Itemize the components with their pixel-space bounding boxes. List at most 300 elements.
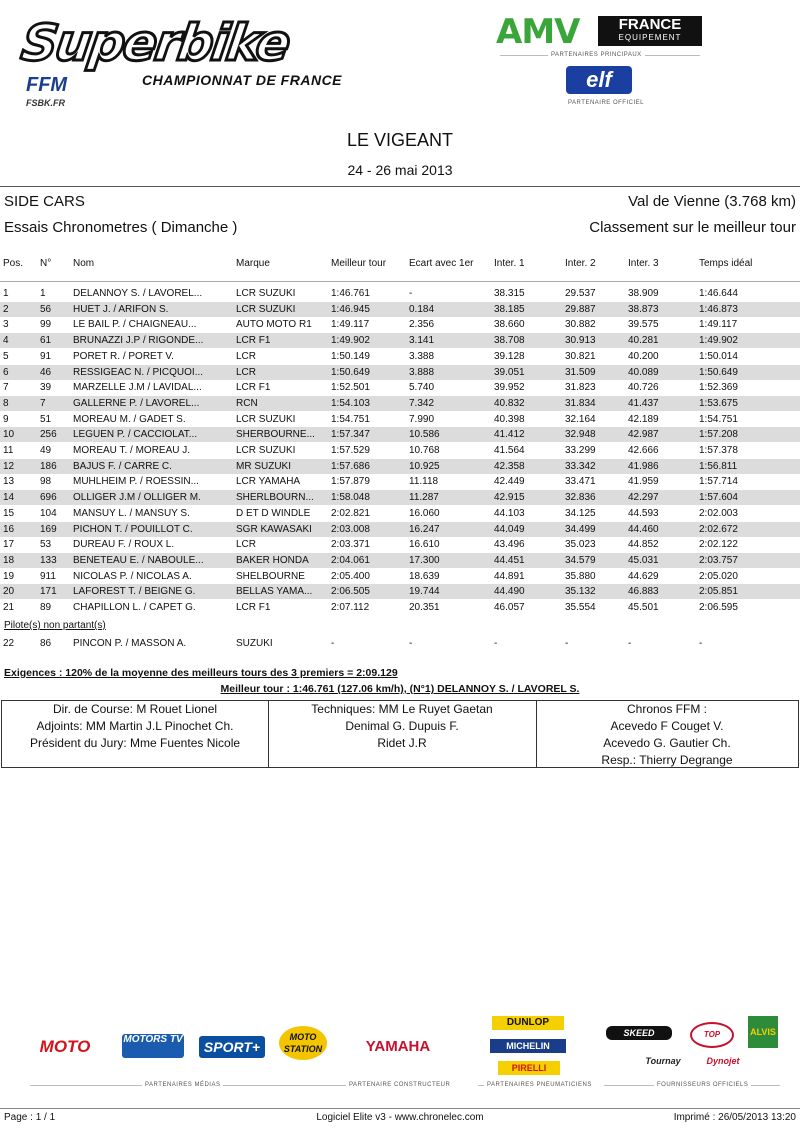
cell-i1: 44.891 bbox=[494, 570, 525, 582]
cell-i1: 40.398 bbox=[494, 413, 525, 425]
cell-ideal: 2:02.003 bbox=[699, 507, 738, 519]
cell-i3: 42.666 bbox=[628, 445, 659, 456]
cell-ideal: 1:57.714 bbox=[699, 476, 738, 488]
table-row bbox=[0, 286, 800, 301]
cell-brand: SGR KAWASAKI bbox=[236, 523, 312, 535]
col-header-best: Meilleur tour bbox=[331, 258, 387, 269]
cell-name: BAJUS F. / CARRE C. bbox=[73, 460, 172, 472]
cell-best: 1:57.529 bbox=[331, 445, 370, 456]
cell-i2: 35.132 bbox=[565, 586, 596, 598]
cell-i3: 41.986 bbox=[628, 460, 659, 472]
cell-i1: 41.412 bbox=[494, 429, 525, 441]
table-row bbox=[0, 317, 800, 332]
cell-name: CHAPILLON L. / CAPET G. bbox=[73, 602, 196, 613]
cell-num: 169 bbox=[40, 523, 57, 535]
col-header-ideal: Temps idéal bbox=[699, 258, 753, 269]
cell-pos: 20 bbox=[3, 586, 15, 598]
session-label: Essais Chronometres ( Dimanche ) bbox=[4, 219, 238, 236]
yamaha-logo: YAMAHA bbox=[365, 1038, 431, 1055]
cell-gap: 7.990 bbox=[409, 413, 435, 425]
cell-i1: 44.103 bbox=[494, 507, 525, 519]
cell-i2: 33.299 bbox=[565, 445, 596, 456]
france-equipement-logo bbox=[598, 16, 702, 46]
cell-gap: 7.342 bbox=[409, 397, 435, 409]
cell-brand: LCR bbox=[236, 366, 257, 378]
cell-ideal: - bbox=[699, 638, 703, 649]
cell-num: 256 bbox=[40, 429, 57, 441]
table-row bbox=[0, 302, 800, 317]
cell-pos: 3 bbox=[3, 319, 9, 331]
cell-num: 133 bbox=[40, 554, 57, 566]
table-row bbox=[0, 584, 800, 599]
cell-num: 99 bbox=[40, 319, 52, 331]
cell-name: GALLERNE P. / LAVOREL... bbox=[73, 397, 200, 409]
cell-i1: 38.660 bbox=[494, 319, 525, 331]
cell-ideal: 1:54.751 bbox=[699, 413, 738, 425]
table-header-divider bbox=[0, 281, 800, 282]
cell-i2: 33.471 bbox=[565, 476, 596, 488]
cell-pos: 10 bbox=[3, 429, 15, 441]
cell-i1: 46.057 bbox=[494, 602, 525, 613]
cell-i3: 41.437 bbox=[628, 397, 659, 409]
cell-brand: LCR SUZUKI bbox=[236, 413, 296, 425]
ffm-logo-text: FFM bbox=[26, 74, 68, 96]
footer-divider bbox=[0, 1108, 800, 1109]
cell-brand: MR SUZUKI bbox=[236, 460, 291, 472]
official-line: Techniques: MM Le Ruyet Gaetan bbox=[311, 702, 493, 716]
cell-pos: 11 bbox=[3, 445, 14, 456]
cell-i3: 38.909 bbox=[628, 288, 659, 299]
cell-num: 86 bbox=[40, 638, 52, 649]
table-row bbox=[0, 553, 800, 568]
superbike-logo-subtitle: CHAMPIONNAT DE FRANCE bbox=[142, 72, 343, 88]
cell-num: 104 bbox=[40, 507, 57, 519]
event-dates: 24 - 26 mai 2013 bbox=[347, 162, 453, 178]
cell-pos: 4 bbox=[3, 335, 9, 347]
cell-i2: 30.882 bbox=[565, 319, 596, 331]
official-line: Resp.: Thierry Degrange bbox=[601, 753, 733, 767]
cell-pos: 2 bbox=[3, 303, 9, 315]
cell-best: 1:52.501 bbox=[331, 382, 370, 394]
cell-i2: 31.509 bbox=[565, 366, 596, 378]
table-row bbox=[0, 333, 800, 348]
cell-name: MOREAU M. / GADET S. bbox=[73, 413, 186, 425]
event-title: LE VIGEANT bbox=[346, 130, 454, 150]
officials-box bbox=[1, 700, 799, 768]
col-header-name: Nom bbox=[73, 258, 95, 269]
cell-i3: 42.189 bbox=[628, 413, 659, 425]
cell-brand: AUTO MOTO R1 bbox=[236, 319, 312, 331]
cell-i1: 38.315 bbox=[494, 288, 525, 299]
cell-brand: SUZUKI bbox=[236, 638, 273, 649]
cell-brand: D ET D WINDLE bbox=[236, 507, 311, 519]
sport-plus-logo: SPORT+ bbox=[199, 1036, 265, 1058]
cell-best: 2:06.505 bbox=[331, 586, 370, 598]
superbike-logo-word: Superbike bbox=[17, 14, 293, 72]
cell-i1: 42.449 bbox=[494, 476, 525, 488]
cell-pos: 6 bbox=[3, 366, 9, 378]
page-number: Page : 1 / 1 bbox=[4, 1112, 56, 1123]
cell-i1: 38.708 bbox=[494, 335, 525, 347]
ffm-logo bbox=[26, 74, 94, 110]
official-line: Dir. de Course: M Rouet Lionel bbox=[52, 702, 218, 716]
ranking-label: Classement sur le meilleur tour bbox=[589, 219, 796, 236]
cell-i2: 34.579 bbox=[565, 554, 596, 566]
cell-num: 56 bbox=[40, 303, 52, 315]
cell-best: - bbox=[331, 638, 335, 649]
cell-best: 1:57.686 bbox=[331, 460, 370, 472]
cell-i3: 40.726 bbox=[628, 382, 659, 394]
cell-ideal: 1:52.369 bbox=[699, 382, 738, 394]
cell-i1: 41.564 bbox=[494, 445, 525, 456]
pirelli-logo: PIRELLI bbox=[498, 1061, 560, 1075]
elf-logo: elf bbox=[566, 66, 632, 94]
table-row bbox=[0, 600, 800, 615]
cell-best: 1:57.347 bbox=[331, 429, 370, 441]
moto-station-logo: MOTO STATION bbox=[279, 1026, 327, 1060]
cell-i2: 29.887 bbox=[565, 303, 596, 315]
motors-tv-logo: MOTORS TV bbox=[122, 1034, 184, 1058]
cell-gap: 16.610 bbox=[409, 539, 440, 551]
suppliers-label: FOURNISSEURS OFFICIELS bbox=[654, 1082, 751, 1088]
col-header-inter2: Inter. 2 bbox=[565, 258, 596, 269]
cell-i3: 46.883 bbox=[628, 586, 659, 598]
cell-i2: 33.342 bbox=[565, 460, 596, 472]
cell-num: 46 bbox=[40, 366, 52, 378]
cell-brand: LCR F1 bbox=[236, 335, 271, 347]
cell-name: BENETEAU E. / NABOULE... bbox=[73, 554, 204, 566]
cell-name: DUREAU F. / ROUX L. bbox=[73, 539, 175, 551]
cell-i2: 30.821 bbox=[565, 350, 596, 362]
cell-gap: 3.388 bbox=[409, 350, 435, 362]
cell-pos: 8 bbox=[3, 397, 9, 409]
cell-ideal: 2:05.851 bbox=[699, 586, 738, 598]
cell-ideal: 1:57.378 bbox=[699, 445, 738, 456]
cell-best: 1:54.103 bbox=[331, 397, 370, 409]
table-row bbox=[0, 412, 800, 427]
cell-i2: 32.948 bbox=[565, 429, 596, 441]
dynojet-logo: Dynojet bbox=[706, 1056, 740, 1066]
cell-brand: SHERBOURNE... bbox=[236, 429, 315, 441]
cell-name: OLLIGER J.M / OLLIGER M. bbox=[73, 492, 201, 504]
tyres-partners-label: PARTENAIRES PNEUMATICIENS bbox=[484, 1082, 595, 1088]
michelin-logo: MICHELIN bbox=[490, 1039, 566, 1053]
cell-pos: 5 bbox=[3, 350, 9, 362]
cell-ideal: 1:50.649 bbox=[699, 366, 738, 378]
cell-brand: LCR bbox=[236, 539, 257, 551]
cell-i3: 44.593 bbox=[628, 507, 659, 519]
cell-i3: 42.297 bbox=[628, 492, 659, 504]
table-row bbox=[0, 569, 800, 584]
cell-ideal: 1:46.644 bbox=[699, 288, 738, 299]
cell-best: 1:50.149 bbox=[331, 350, 370, 362]
cell-best: 2:04.061 bbox=[331, 554, 370, 566]
cell-name: LEGUEN P. / CACCIOLAT... bbox=[73, 429, 198, 441]
cell-brand: LCR F1 bbox=[236, 382, 271, 394]
cell-brand: LCR F1 bbox=[236, 602, 271, 613]
cell-pos: 21 bbox=[3, 602, 15, 613]
cell-gap: 17.300 bbox=[409, 554, 440, 566]
cell-best: 2:07.112 bbox=[331, 602, 370, 613]
track-label: Val de Vienne (3.768 km) bbox=[628, 193, 796, 210]
cell-best: 1:49.117 bbox=[331, 319, 370, 331]
cell-ideal: 1:49.902 bbox=[699, 335, 738, 347]
alvis-logo: ALVIS bbox=[748, 1016, 778, 1048]
official-line: Chronos FFM : bbox=[626, 702, 707, 716]
cell-num: 98 bbox=[40, 476, 52, 488]
best-lap-note: Meilleur tour : 1:46.761 (127.06 km/h), (N°1) DELANNOY S. / LAVOREL S. bbox=[220, 683, 580, 695]
tournay-logo: Tournay bbox=[645, 1056, 681, 1066]
cell-num: 91 bbox=[40, 350, 52, 362]
cell-i2: 32.836 bbox=[565, 492, 596, 504]
cell-num: 7 bbox=[40, 397, 46, 409]
category-label: SIDE CARS bbox=[4, 193, 85, 210]
cell-i1: 39.128 bbox=[494, 350, 525, 362]
officials-technical bbox=[268, 701, 537, 767]
cell-pos: 15 bbox=[3, 507, 15, 519]
cell-name: LE BAIL P. / CHAIGNEAU... bbox=[73, 319, 197, 331]
cell-pos: 16 bbox=[3, 523, 15, 535]
cell-gap: 5.740 bbox=[409, 382, 435, 394]
cell-i2: 35.554 bbox=[565, 602, 596, 613]
cell-num: 53 bbox=[40, 539, 52, 551]
cell-i2: 31.834 bbox=[565, 397, 596, 409]
table-row bbox=[0, 380, 800, 395]
cell-i2: 35.880 bbox=[565, 570, 596, 582]
cell-name: MUHLHEIM P. / ROESSIN... bbox=[73, 476, 199, 488]
cell-ideal: 2:02.122 bbox=[699, 539, 738, 551]
cell-gap: 3.888 bbox=[409, 366, 435, 378]
software-credit: Logiciel Elite v3 - www.chronelec.com bbox=[316, 1112, 484, 1123]
cell-ideal: 1:56.811 bbox=[699, 460, 738, 472]
col-header-num: N° bbox=[40, 258, 52, 269]
cell-i3: 42.987 bbox=[628, 429, 659, 441]
cell-ideal: 1:50.014 bbox=[699, 350, 738, 362]
builder-partner-label: PARTENAIRE CONSTRUCTEUR bbox=[346, 1082, 453, 1088]
france-equipement-line2: EQUIPEMENT bbox=[618, 33, 682, 42]
cell-i2: 29.537 bbox=[565, 288, 596, 299]
table-row bbox=[0, 506, 800, 521]
table-row bbox=[0, 427, 800, 442]
cell-pos: 14 bbox=[3, 492, 15, 504]
official-line: Acevedo F Couget V. bbox=[610, 719, 724, 733]
cell-pos: 7 bbox=[3, 382, 9, 394]
cell-i2: 34.499 bbox=[565, 523, 596, 535]
cell-i3: 38.873 bbox=[628, 303, 659, 315]
cell-best: 2:02.821 bbox=[331, 507, 370, 519]
cell-num: 1 bbox=[40, 288, 46, 299]
skeed-logo: SKEED bbox=[606, 1026, 672, 1040]
dunlop-logo: DUNLOP bbox=[492, 1016, 564, 1030]
col-header-pos: Pos. bbox=[3, 258, 24, 269]
cell-best: 2:03.371 bbox=[331, 539, 370, 551]
cell-gap: 11.118 bbox=[409, 476, 439, 488]
cell-ideal: 1:53.675 bbox=[699, 397, 738, 409]
fsbk-logo-text: FSBK.FR bbox=[26, 98, 65, 108]
cell-brand: LCR SUZUKI bbox=[236, 288, 296, 299]
cell-best: 1:54.751 bbox=[331, 413, 370, 425]
table-row bbox=[0, 537, 800, 552]
cell-i3: 44.629 bbox=[628, 570, 659, 582]
non-starters-title: Pilote(s) non partant(s) bbox=[4, 620, 106, 631]
cell-pos: 17 bbox=[3, 539, 15, 551]
cell-gap: 10.586 bbox=[409, 429, 440, 441]
partner-official-label: PARTENAIRE OFFICIEL bbox=[568, 100, 644, 106]
cell-i1: 44.049 bbox=[494, 523, 525, 535]
cell-gap: 16.060 bbox=[409, 507, 440, 519]
cell-name: PORET R. / PORET V. bbox=[73, 350, 174, 362]
cell-i3: 41.959 bbox=[628, 476, 659, 488]
cell-name: MARZELLE J.M / LAVIDAL... bbox=[73, 382, 202, 394]
official-line: Adjoints: MM Martin J.L Pinochet Ch. bbox=[36, 719, 234, 733]
official-line: Président du Jury: Mme Fuentes Nicole bbox=[29, 736, 241, 750]
cell-i3: 40.281 bbox=[628, 335, 659, 347]
cell-num: 89 bbox=[40, 602, 52, 613]
cell-gap: 18.639 bbox=[409, 570, 440, 582]
cell-name: LAFOREST T. / BEIGNE G. bbox=[73, 586, 196, 598]
cell-i1: 40.832 bbox=[494, 397, 525, 409]
cell-pos: 19 bbox=[3, 570, 15, 582]
cell-name: NICOLAS P. / NICOLAS A. bbox=[73, 570, 192, 582]
cell-ideal: 1:49.117 bbox=[699, 319, 738, 331]
cell-num: 696 bbox=[40, 492, 57, 504]
cell-brand: RCN bbox=[236, 397, 258, 409]
cell-i3: 45.501 bbox=[628, 602, 659, 613]
cell-brand: LCR bbox=[236, 350, 257, 362]
cell-name: DELANNOY S. / LAVOREL... bbox=[73, 288, 203, 299]
table-row bbox=[0, 636, 800, 651]
cell-i3: 45.031 bbox=[628, 554, 659, 566]
cell-pos: 9 bbox=[3, 413, 9, 425]
cell-best: 1:49.902 bbox=[331, 335, 370, 347]
france-equipement-line1: FRANCE bbox=[618, 16, 682, 33]
table-row bbox=[0, 396, 800, 411]
cell-num: 186 bbox=[40, 460, 57, 472]
col-header-brand: Marque bbox=[236, 258, 270, 269]
table-row bbox=[0, 522, 800, 537]
cell-gap: 2.356 bbox=[409, 319, 435, 331]
cell-ideal: 1:46.873 bbox=[699, 303, 738, 315]
officials-timing bbox=[536, 701, 798, 767]
table-row bbox=[0, 490, 800, 505]
cell-i2: 34.125 bbox=[565, 507, 596, 519]
cell-gap: 16.247 bbox=[409, 523, 440, 535]
cell-best: 1:58.048 bbox=[331, 492, 370, 504]
cell-i3: 40.200 bbox=[628, 350, 659, 362]
table-row bbox=[0, 365, 800, 380]
round-sponsor-logo: TOP bbox=[690, 1022, 734, 1048]
cell-brand: LCR SUZUKI bbox=[236, 303, 296, 315]
cell-i3: 40.089 bbox=[628, 366, 659, 378]
table-row bbox=[0, 474, 800, 489]
cell-i2: 32.164 bbox=[565, 413, 596, 425]
cell-i1: - bbox=[494, 638, 498, 649]
print-date: Imprimé : 26/05/2013 13:20 bbox=[673, 1112, 796, 1123]
table-row bbox=[0, 459, 800, 474]
cell-i1: 38.185 bbox=[494, 303, 525, 315]
top-divider bbox=[0, 186, 800, 187]
cell-pos: 18 bbox=[3, 554, 15, 566]
cell-i1: 44.490 bbox=[494, 586, 525, 598]
cell-name: PICHON T. / POUILLOT C. bbox=[73, 523, 193, 535]
cell-ideal: 1:57.604 bbox=[699, 492, 738, 504]
cell-gap: 3.141 bbox=[409, 335, 435, 347]
cell-num: 49 bbox=[40, 445, 52, 456]
officials-direction bbox=[2, 701, 269, 767]
amv-logo: AMV bbox=[496, 12, 580, 52]
cell-i3: - bbox=[628, 638, 632, 649]
cell-name: BRUNAZZI J.P / RIGONDE... bbox=[73, 335, 204, 347]
cell-i1: 42.358 bbox=[494, 460, 525, 472]
cell-i3: 44.852 bbox=[628, 539, 659, 551]
cell-ideal: 2:02.672 bbox=[699, 523, 738, 535]
cell-ideal: 2:06.595 bbox=[699, 602, 738, 613]
cell-brand: LCR SUZUKI bbox=[236, 445, 296, 456]
cell-num: 171 bbox=[40, 586, 57, 598]
cell-i1: 44.451 bbox=[494, 554, 525, 566]
cell-gap: - bbox=[409, 288, 413, 299]
cell-best: 1:46.761 bbox=[331, 288, 370, 299]
cell-i2: 35.023 bbox=[565, 539, 596, 551]
cell-pos: 1 bbox=[3, 288, 9, 299]
table-row bbox=[0, 443, 800, 458]
cell-brand: SHERLBOURN... bbox=[236, 492, 314, 504]
cell-pos: 13 bbox=[3, 476, 15, 488]
cell-brand: SHELBOURNE bbox=[236, 570, 305, 582]
cell-brand: LCR YAMAHA bbox=[236, 476, 301, 488]
cell-best: 1:50.649 bbox=[331, 366, 370, 378]
cell-gap: - bbox=[409, 638, 413, 649]
cell-i3: 44.460 bbox=[628, 523, 659, 535]
cell-best: 1:57.879 bbox=[331, 476, 370, 488]
table-row bbox=[0, 349, 800, 364]
cell-ideal: 2:05.020 bbox=[699, 570, 738, 582]
cell-brand: BELLAS YAMA... bbox=[236, 586, 313, 598]
cell-ideal: 2:03.757 bbox=[699, 554, 738, 566]
cell-pos: 12 bbox=[3, 460, 15, 472]
cell-gap: 11.287 bbox=[409, 492, 439, 504]
col-header-gap: Ecart avec 1er bbox=[409, 258, 474, 269]
cell-name: HUET J. / ARIFON S. bbox=[73, 303, 169, 315]
cell-gap: 19.744 bbox=[409, 586, 440, 598]
cell-num: 61 bbox=[40, 335, 52, 347]
cell-name: MOREAU T. / MOREAU J. bbox=[73, 445, 191, 456]
cell-brand: BAKER HONDA bbox=[236, 554, 309, 566]
cell-i3: 39.575 bbox=[628, 319, 659, 331]
cell-gap: 10.925 bbox=[409, 460, 440, 472]
cell-gap: 0.184 bbox=[409, 303, 435, 315]
cell-i1: 39.952 bbox=[494, 382, 525, 394]
cell-i2: - bbox=[565, 638, 569, 649]
cell-best: 2:05.400 bbox=[331, 570, 370, 582]
cell-num: 911 bbox=[40, 570, 56, 582]
cell-name: PINCON P. / MASSON A. bbox=[73, 638, 187, 649]
cell-i1: 42.915 bbox=[494, 492, 525, 504]
results-table-header bbox=[0, 258, 800, 272]
cell-name: RESSIGEAC N. / PICQUOI... bbox=[73, 366, 204, 378]
cell-name: MANSUY L. / MANSUY S. bbox=[73, 507, 190, 519]
col-header-inter3: Inter. 3 bbox=[628, 258, 659, 269]
moto-journal-logo: MOTO bbox=[39, 1037, 91, 1056]
cell-best: 2:03.008 bbox=[331, 523, 370, 535]
cell-i1: 43.496 bbox=[494, 539, 525, 551]
cell-pos: 22 bbox=[3, 638, 15, 649]
cell-ideal: 1:57.208 bbox=[699, 429, 738, 441]
cell-num: 39 bbox=[40, 382, 52, 394]
official-line: Ridet J.R bbox=[377, 736, 427, 750]
cell-num: 51 bbox=[40, 413, 52, 425]
partners-main-label: PARTENAIRES PRINCIPAUX bbox=[548, 52, 645, 58]
